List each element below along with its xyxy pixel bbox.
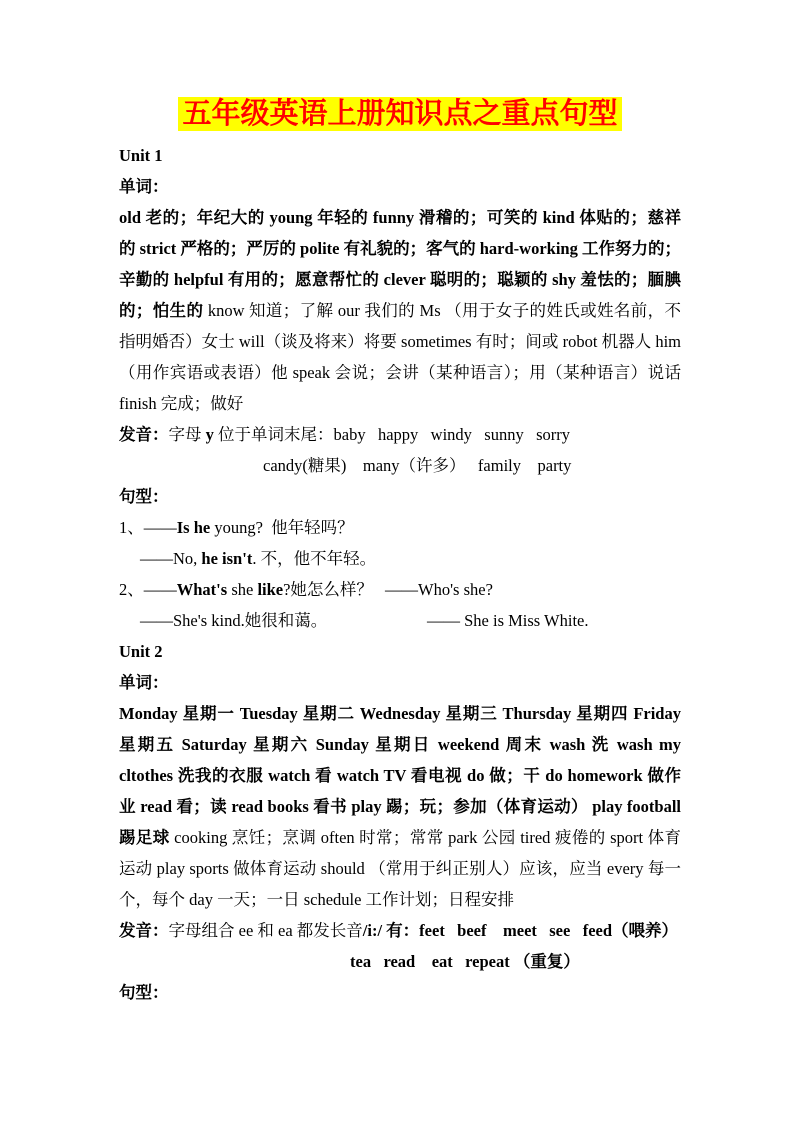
unit2-patterns-label: 句型：	[119, 983, 169, 1002]
dialog-a2	[119, 605, 681, 636]
unit1-words-label: 单词：	[119, 177, 169, 196]
dialog-q2-left: 2、——What's she like?她怎么样？	[119, 580, 373, 599]
dialog-q2-right: ——Who's she?	[385, 580, 493, 599]
unit2-pronunciation: 发音：字母组合 ee 和 ea 都发长音/i:/ 有：feet beef meet see feed（喂养）	[119, 921, 679, 940]
dialog-a1: ——No, he isn't. 不，他不年轻。	[140, 549, 377, 568]
unit1-vocabulary: old 老的；年纪大的 young 年轻的 funny 滑稽的；可笑的 kind 体贴的；慈祥的 strict 严格的；严厉的 polite 有礼貌的；客气的 hard-working 工作努力的；辛勤的 helpful 有用的；愿意帮忙的 clever 聪明的；聪颖的 shy 羞怯的；腼腆的；怕生的 know 知道；了解 our 我们的 Ms （用于女子的姓氏或姓名前，不指明婚否）女士 will（谈及将来）将要 sometimes 有时；间或 robot 机器人 him （用作宾语或表语）他 speak 会说；会讲（某种语言）；用（某种语言）说话 finish 完成；做好	[119, 208, 681, 413]
unit2-heading: Unit 2	[119, 642, 163, 661]
unit2-vocabulary: Monday 星期一 Tuesday 星期二 Wednesday 星期三 Thursday 星期四 Friday 星期五 Saturday 星期六 Sunday 星期日 weekend 周末 wash 洗 wash my cltothes 洗我的衣服 watch 看 watch TV 看电视 do 做；干 do homework 做作业 read 看；读 read books 看书 play 踢；玩；参加（体育运动） play football 踢足球 cooking 烹饪；烹调 often 时常；常常 park 公园 tired 疲倦的 sport 体育运动 play sports 做体育运动 should （常用于纠正别人）应该，应当 every 每一个，每个 day 一天；一日 schedule 工作计划；日程安排	[119, 704, 681, 909]
unit2-words-label: 单词：	[119, 673, 169, 692]
unit1-patterns-label: 句型：	[119, 487, 169, 506]
unit2-pronunciation-line2: tea read eat repeat （重复）	[350, 952, 580, 971]
dialog-q1: 1、——Is he young? 他年轻吗？	[119, 518, 354, 537]
dialog-a2-right: —— She is Miss White.	[427, 611, 589, 630]
page-title	[119, 0, 681, 134]
title-highlight: 五年级英语上册知识点之重点句型	[178, 97, 621, 131]
dialog-q2	[119, 574, 681, 605]
unit1-pronunciation-line2: candy(糖果) many（许多） family party	[263, 456, 572, 475]
unit1-heading: Unit 1	[119, 146, 163, 165]
dialog-a2-left: ——She's kind.她很和蔼。	[140, 611, 328, 630]
unit1-pronunciation: 发音：字母 y 位于单词末尾：baby happy windy sunny sorry	[119, 425, 570, 444]
